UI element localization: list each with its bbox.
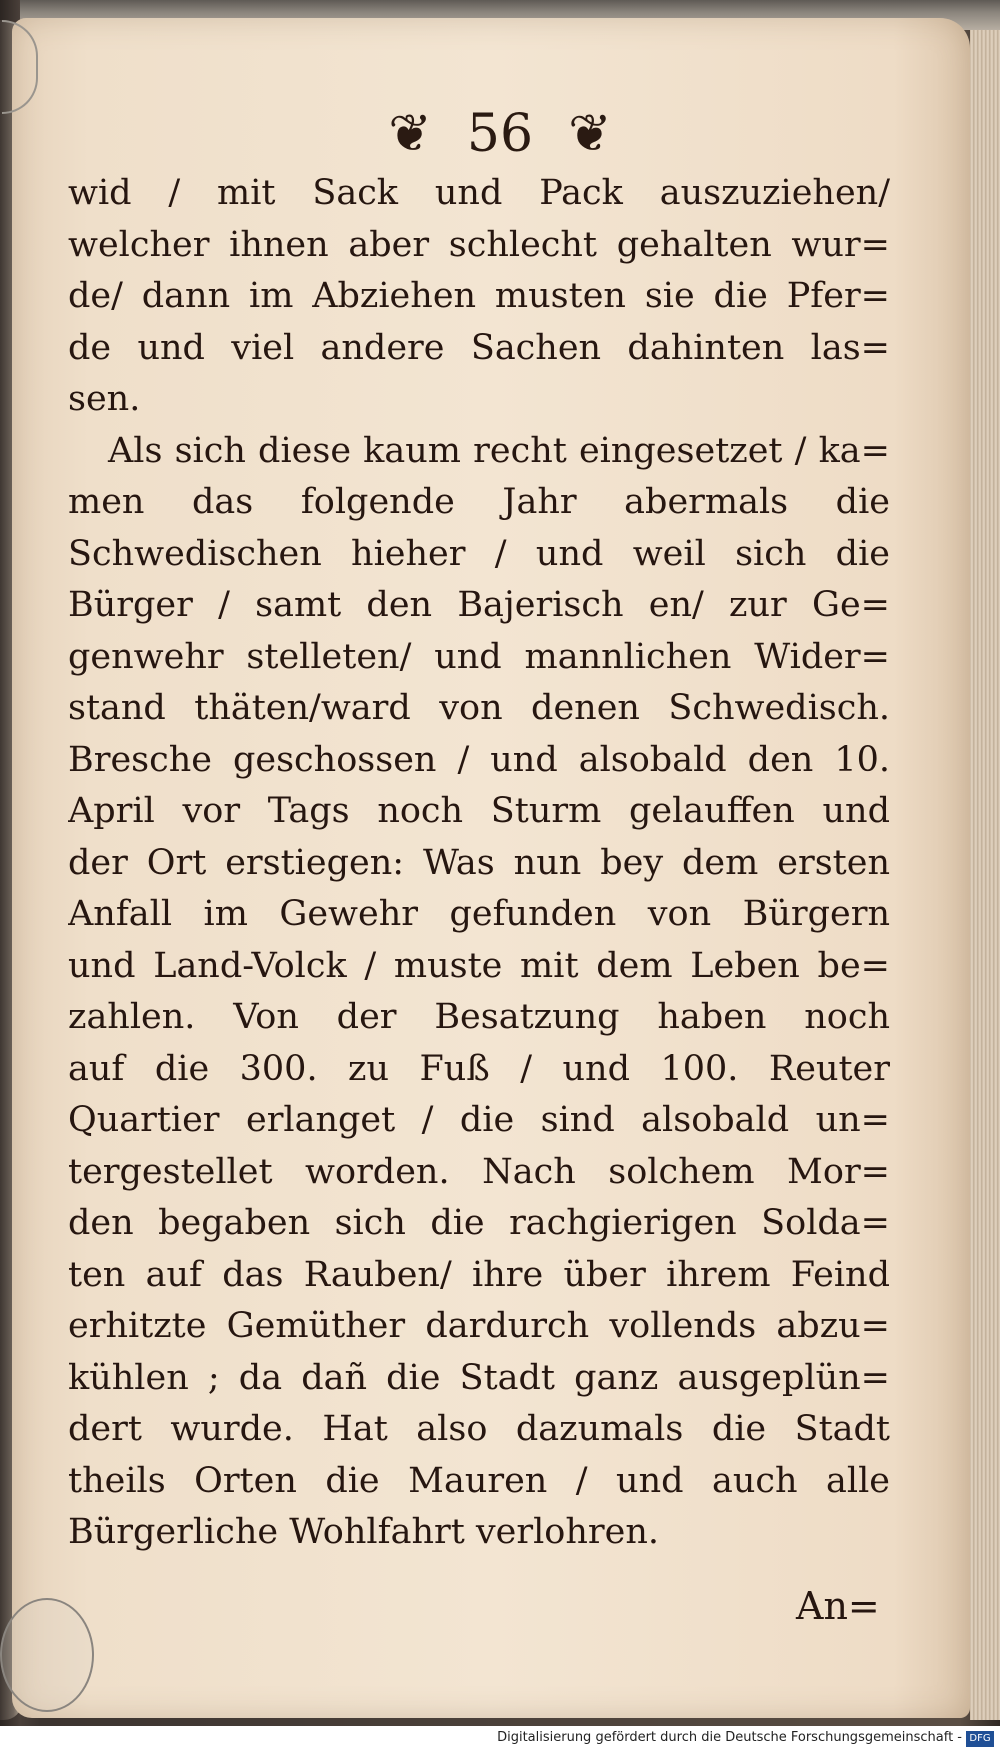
text-line: wid / mit Sack und Pack auszuziehen/ (68, 173, 890, 213)
text-line: dert wurde. Hat also dazumals die Stadt (68, 1409, 890, 1449)
text-line: Als sich diese kaum recht eingesetzet / ka= (108, 430, 890, 471)
text-line: genwehr stelleten/ und mannlichen Wider= (68, 636, 890, 677)
page-clip-bottom (0, 1598, 94, 1712)
text-line: Bresche geschossen / und alsobald den 10. (68, 739, 890, 780)
text-line: theils Orten die Mauren / und auch alle (68, 1460, 890, 1501)
text-line: April vor Tags noch Sturm gelauffen und (68, 791, 890, 831)
text-line: Bürgerliche Wohlfahrt verlohren. (68, 1512, 660, 1552)
digitization-credit: Digitalisierung gefördert durch die Deutsche Forschungsgemeinschaft - (497, 1730, 962, 1745)
text-line: ten auf das Rauben/ ihre über ihrem Feind (68, 1254, 890, 1295)
page-leaves-edge (970, 30, 1000, 1720)
page-number: 56 (466, 104, 534, 164)
ornament-right-icon: ❦ (568, 104, 612, 164)
text-line: Schwedischen hieher / und weil sich die (68, 533, 890, 574)
text-line: kühlen ; da dañ die Stadt ganz ausgeplün= (68, 1357, 890, 1398)
ornament-left-icon: ❦ (388, 104, 432, 164)
text-line: sen. (68, 379, 141, 419)
dfg-logo: DFG (966, 1731, 994, 1747)
text-line: de/ dann im Abziehen musten sie die Pfer= (68, 276, 890, 316)
text-line: auf die 300. zu Fuß / und 100. Reuter (68, 1048, 890, 1089)
text-line: den begaben sich die rachgierigen Solda= (68, 1203, 890, 1243)
text-line: der Ort erstiegen: Was nun bey dem ersten (68, 842, 890, 883)
text-line: Anfall im Gewehr gefunden von Bürgern (68, 894, 890, 934)
page-header (0, 104, 1000, 174)
text-line: men das folgende Jahr abermals die (68, 482, 890, 522)
text-line: zahlen. Von der Besatzung haben noch (68, 997, 890, 1037)
text-line: Quartier erlanget / die sind alsobald un= (68, 1100, 890, 1140)
text-line: tergestellet worden. Nach solchem Mor= (68, 1151, 890, 1192)
text-line: stand thäten/ward von denen Schwedisch. (68, 688, 890, 728)
text-line: Bürger / samt den Bajerisch en/ zur Ge= (68, 585, 890, 625)
text-line: de und viel andere Sachen dahinten las= (68, 327, 890, 368)
text-line: und Land-Volck / muste mit dem Leben be= (68, 945, 890, 986)
text-line: erhitzte Gemüther dardurch vollends abzu= (68, 1306, 890, 1346)
body-text (68, 168, 890, 1559)
text-line: welcher ihnen aber schlecht gehalten wur= (68, 224, 890, 265)
catchword: An= (796, 1584, 880, 1628)
